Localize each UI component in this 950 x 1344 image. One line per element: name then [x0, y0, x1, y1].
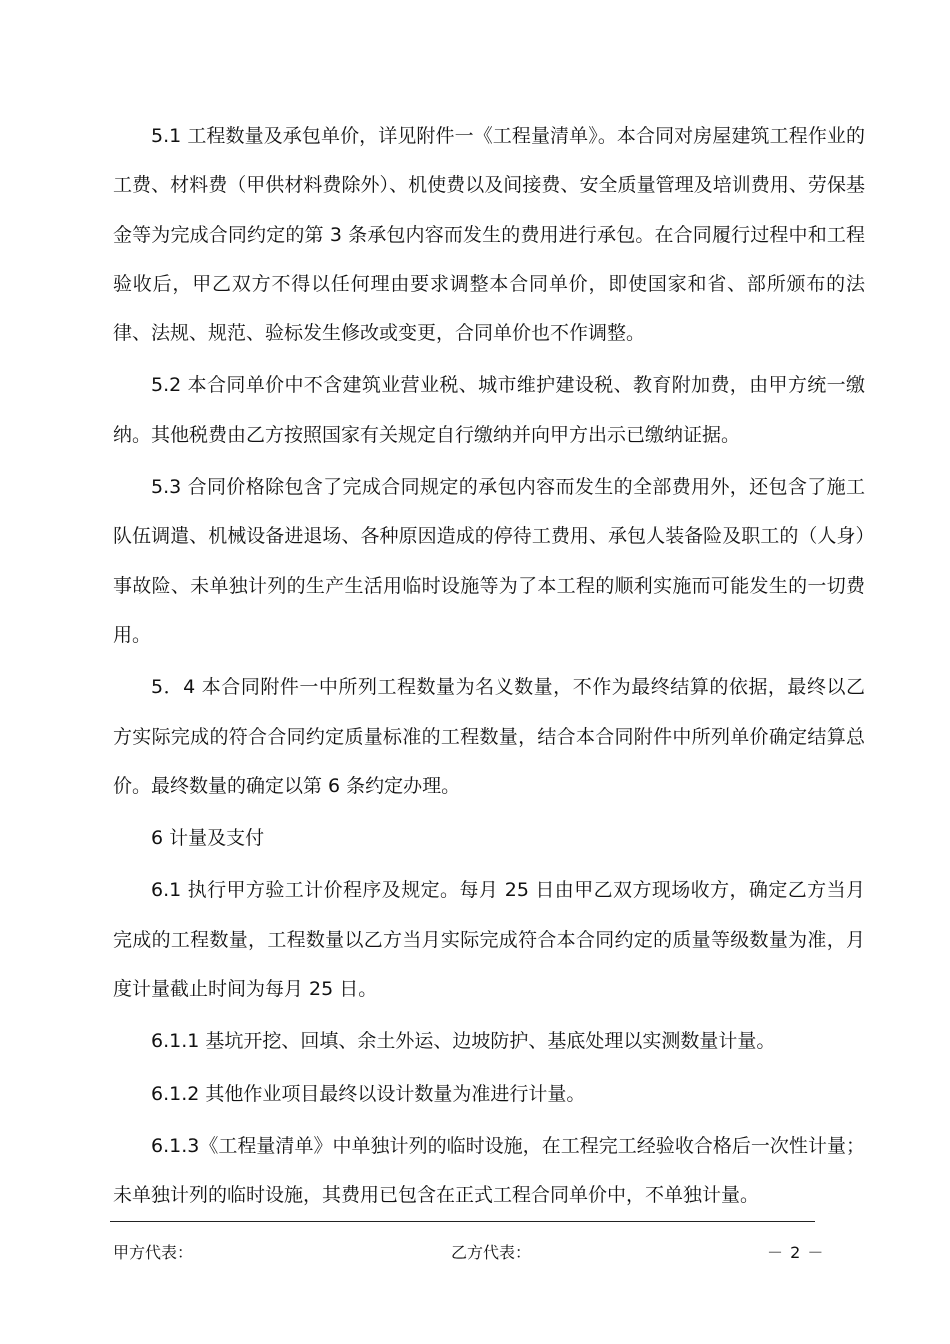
page-number: － 2 －: [767, 1243, 825, 1262]
clause-5-3: 5.3 合同价格除包含了完成合同规定的承包内容而发生的全部费用外，还包含了施工队伍调遣、机械设备进退场、各种原因造成的停待工费用、承包人装备险及职工的（人身）事故险、未单独计列的生产生活用临时设施等为了本工程的顺利实施而可能发生的一切费用。: [113, 476, 865, 646]
section-6-heading: 6 计量及支付: [151, 827, 265, 850]
clause-6-1: 6.1 执行甲方验工计价程序及规定。每月 25 日由甲乙双方现场收方，确定乙方当月完成的工程数量，工程数量以乙方当月实际完成符合本合同约定的质量等级数量为准，月度计量截止时间为每月 25 日。: [113, 879, 865, 1001]
clause-5-4: 5．4 本合同附件一中所列工程数量为名义数量，不作为最终结算的依据，最终以乙方实际完成的符合合同约定质量标准的工程数量，结合本合同附件中所列单价确定结算总价。最终数量的确定以第 6 条约定办理。: [113, 676, 865, 797]
clause-6-1-2: 6.1.2 其他作业项目最终以设计数量为准进行计量。: [151, 1082, 586, 1105]
footer-divider: [110, 1221, 815, 1222]
party-a-signature-label: 甲方代表：: [113, 1243, 194, 1262]
contract-body: [113, 112, 865, 1224]
clause-5-1: 5.1 工程数量及承包单价，详见附件一《工程量清单》。本合同对房屋建筑工程作业的工费、材料费（甲供材料费除外）、机使费以及间接费、安全质量管理及培训费用、劳保基金等为完成合同约定的第 3 条承包内容而发生的费用进行承包。在合同履行过程中和工程验收后，甲乙双方不得以任何理由要求调整本合同单价，即使国家和省、部所颁布的法律、法规、规范、验标发生修改或变更，合同单价也不作调整。: [113, 125, 865, 345]
party-b-signature-label: 乙方代表：: [451, 1243, 532, 1262]
clause-5-2: 5.2 本合同单价中不含建筑业营业税、城市维护建设税、教育附加费，由甲方统一缴纳。其他税费由乙方按照国家有关规定自行缴纳并向甲方出示已缴纳证据。: [113, 374, 865, 446]
clause-6-1-3: 6.1.3《工程量清单》中单独计列的临时设施，在工程完工经验收合格后一次性计量；未单独计列的临时设施，其费用已包含在正式工程合同单价中，不单独计量。: [113, 1134, 865, 1207]
clause-6-1-1: 6.1.1 基坑开挖、回填、余土外运、边坡防护、基底处理以实测数量计量。: [151, 1030, 776, 1053]
